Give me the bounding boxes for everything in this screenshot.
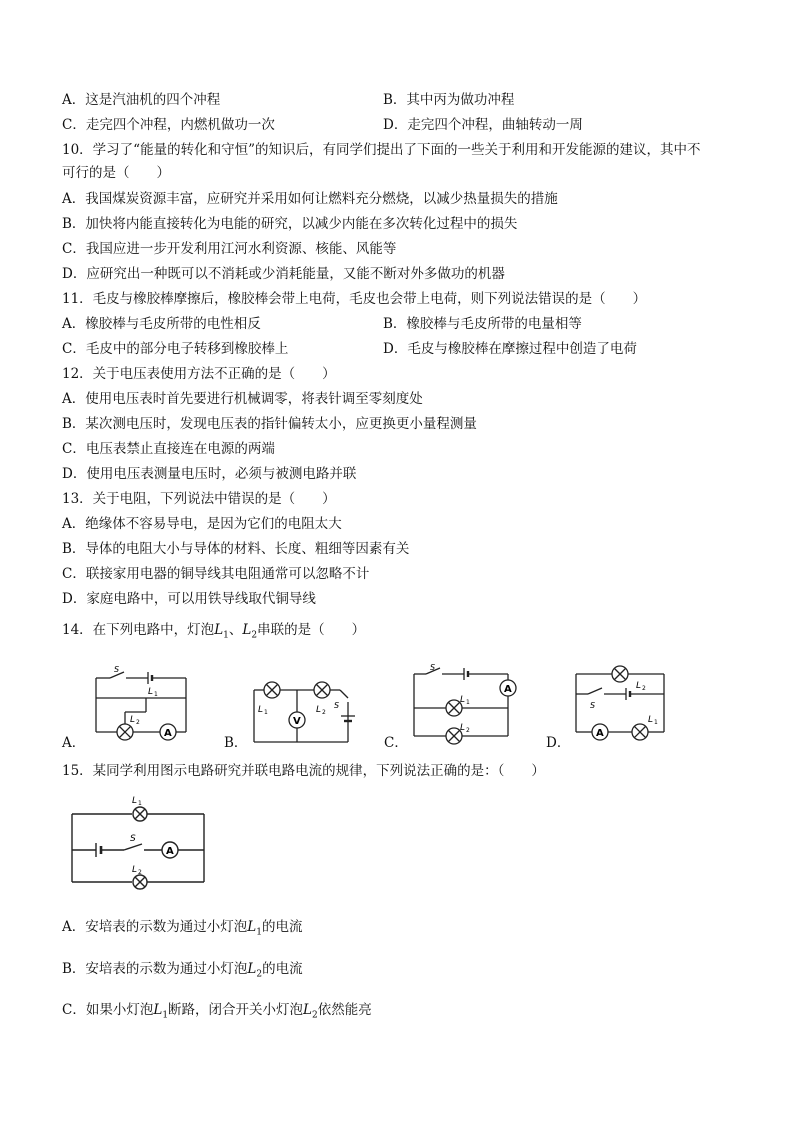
q15-a-pre: A．安培表的示数为通过小灯泡 <box>62 919 248 935</box>
q14-d-ammeter-label: A <box>596 728 604 739</box>
q15-option-b <box>62 960 303 984</box>
q15-a-sub: 1 <box>256 927 262 938</box>
q11-option-a: A．橡胶棒与毛皮所带的电性相反 <box>62 316 261 332</box>
q14-b-l2-sub: 2 <box>322 709 326 716</box>
q15-ammeter-label: A <box>166 846 174 857</box>
q12-stem: 12．关于电压表使用方法不正确的是（ ） <box>62 366 336 382</box>
q14-d-switch-label: S <box>590 701 596 710</box>
q9-option-d: D．走完四个冲程，曲轴转动一周 <box>383 117 583 133</box>
q9-option-a: A．这是汽油机的四个冲程 <box>62 92 221 108</box>
q15-c-l2: L <box>303 1002 313 1018</box>
q15-option-c <box>62 1001 372 1025</box>
q14-a-switch-label: S <box>114 665 120 674</box>
q14-l2-sub: 2 <box>251 630 258 641</box>
q14-c-ammeter-label: A <box>504 684 512 695</box>
q15-l2-sub: 2 <box>138 869 142 876</box>
q14-l1: L <box>214 622 224 638</box>
q15-b-pre: B．安培表的示数为通过小灯泡 <box>62 961 248 977</box>
q14-stem-post: 串联的是（ ） <box>257 622 366 638</box>
q14-b-voltmeter-label: V <box>293 716 301 727</box>
q15-c-sub2: 2 <box>312 1010 318 1021</box>
q11-option-c: C．毛皮中的部分电子转移到橡胶棒上 <box>62 341 289 357</box>
q14-a-l2-label: L <box>130 715 136 725</box>
q14-l1-sub: 1 <box>223 630 229 641</box>
q9-option-c: C．走完四个冲程，内燃机做功一次 <box>62 117 275 133</box>
q15-c-sub1: 1 <box>162 1010 169 1021</box>
q14-a-l1-label: L <box>148 687 154 697</box>
q10-stem-line2: 可行的是（ ） <box>62 165 170 181</box>
q14-stem <box>62 621 365 645</box>
q12-option-d: D．使用电压表测量电压时，必须与被测电路并联 <box>62 466 357 482</box>
q14-c-l2-sub: 2 <box>466 727 470 734</box>
q10-option-a: A．我国煤炭资源丰富，应研究并采用如何让燃料充分燃烧，以减少热量损失的措施 <box>62 191 558 207</box>
q14-circuit-d <box>570 660 670 748</box>
q10-option-b: B．加快将内能直接转化为电能的研究，以减少内能在多次转化过程中的损失 <box>62 216 518 232</box>
q12-option-c: C．电压表禁止直接连在电源的两端 <box>62 441 275 457</box>
q15-b-sub: 2 <box>256 969 263 980</box>
q14-b-l1-label: L <box>258 705 264 715</box>
q11-option-d: D．毛皮与橡胶棒在摩擦过程中创造了电荷 <box>383 341 637 357</box>
q14-option-c-label: C． <box>384 735 408 751</box>
q15-switch-label: S <box>130 834 136 844</box>
q15-b-post: 的电流 <box>262 961 303 977</box>
q14-b-switch-label: S <box>334 701 340 710</box>
q11-stem: 11．毛皮与橡胶棒摩擦后，橡胶棒会带上电荷，毛皮也会带上电荷，则下列说法错误的是（ ） <box>62 291 647 307</box>
q14-option-d-label: D． <box>546 735 571 751</box>
q13-option-a: A．绝缘体不容易导电，是因为它们的电阻太大 <box>62 516 342 532</box>
q15-a-post: 的电流 <box>261 919 303 935</box>
q14-l2: L <box>242 622 252 638</box>
q14-a-ammeter-label: A <box>164 728 172 739</box>
q14-b-l2-label: L <box>316 705 322 715</box>
q10-stem-line1: 10．学习了“能量的转化和守恒”的知识后，有同学们提出了下面的一些关于利用和开发能源的建议，其中不 <box>62 142 701 158</box>
q14-d-l1-label: L <box>648 715 654 725</box>
q14-circuit-b <box>248 676 358 748</box>
q14-d-l1-sub: 1 <box>654 719 658 726</box>
q14-c-l1-sub: 1 <box>466 699 470 706</box>
q14-circuit-c <box>406 662 518 748</box>
q14-c-l1-label: L <box>460 695 466 705</box>
q14-a-l2-sub: 2 <box>136 719 140 726</box>
q14-option-a-label: A． <box>62 735 86 751</box>
q14-stem-pre: 14．在下列电路中，灯泡 <box>62 622 215 638</box>
q11-option-b: B．橡胶棒与毛皮所带的电量相等 <box>383 316 582 332</box>
q13-option-b: B．导体的电阻大小与导体的材料、长度、粗细等因素有关 <box>62 541 410 557</box>
q14-b-l1-sub: 1 <box>264 709 268 716</box>
q15-c-mid: 断路，闭合开关小灯泡 <box>168 1002 304 1018</box>
q15-stem: 15．某同学利用图示电路研究并联电路电流的规律，下列说法正确的是：（ ） <box>62 763 545 779</box>
q14-c-l2-label: L <box>460 723 466 733</box>
q15-l2-label: L <box>132 865 138 875</box>
q10-option-d: D．应研究出一种既可以不消耗或少消耗能量，又能不断对外多做功的机器 <box>62 266 505 282</box>
q14-c-switch-label: S <box>430 663 436 672</box>
q9-option-b: B．其中丙为做功冲程 <box>383 92 515 108</box>
q15-c-pre: C．如果小灯泡 <box>62 1002 154 1018</box>
q14-circuit-a <box>88 660 194 748</box>
q13-option-c: C．联接家用电器的铜导线其电阻通常可以忽略不计 <box>62 566 370 582</box>
q13-option-d: D．家庭电路中，可以用铁导线取代铜导线 <box>62 591 316 607</box>
q12-option-b: B．某次测电压时，发现电压表的指针偏转太小，应更换更小量程测量 <box>62 416 477 432</box>
q14-a-l1-sub: 1 <box>154 691 158 698</box>
q14-separator: 、 <box>228 622 243 638</box>
q15-b-l: L <box>247 961 257 977</box>
q10-option-c: C．我国应进一步开发利用江河水利资源、核能、风能等 <box>62 241 397 257</box>
q13-stem: 13．关于电阻，下列说法中错误的是（ ） <box>62 491 336 507</box>
q14-d-l2-sub: 2 <box>642 685 646 692</box>
q15-a-l: L <box>247 919 257 935</box>
q15-c-post: 依然能亮 <box>317 1002 372 1018</box>
q15-l1-label: L <box>132 796 138 806</box>
q12-option-a: A．使用电压表时首先要进行机械调零，将表针调至零刻度处 <box>62 391 423 407</box>
q15-option-a <box>62 918 302 942</box>
q15-circuit <box>66 792 212 894</box>
q15-c-l1: L <box>153 1002 163 1018</box>
q15-l1-sub: 1 <box>138 800 142 807</box>
q14-d-l2-label: L <box>636 681 642 691</box>
q14-option-b-label: B． <box>224 735 248 751</box>
